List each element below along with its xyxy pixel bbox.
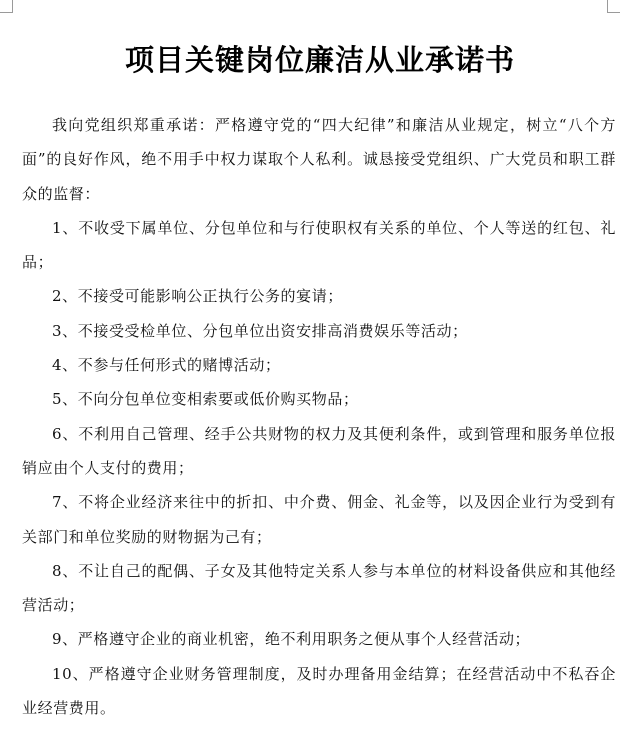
list-item-2: 2、不接受可能影响公正执行公务的宴请；: [52, 287, 343, 306]
list-item-9: 9、严格遵守企业的商业机密，绝不利用职务之便从事个人经营活动；: [52, 630, 531, 649]
document-body: [22, 108, 616, 725]
list-item-3: 3、不接受受检单位、分包单位出资安排高消费娱乐等活动；: [52, 321, 468, 340]
list-item-6: 6、不利用自己管理、经手公共财物的权力及其便利条件，或到管理和服务单位报销应由个人支付的费用；: [22, 424, 616, 477]
list-item-4: 4、不参与任何形式的赌博活动；: [52, 356, 281, 375]
document-title: 项目关键岗位廉洁从业承诺书: [124, 43, 515, 77]
list-item-1: 1、不收受下属单位、分包单位和与行使职权有关系的单位、个人等送的红包、礼品；: [22, 218, 616, 272]
crop-mark-top-right: [607, 0, 620, 13]
list-item-5: 5、不向分包单位变相索要或低价购买物品；: [52, 390, 359, 409]
intro-paragraph: 我向党组织郑重承诺：严格遵守党的“四大纪律”和廉洁从业规定，树立“八个方面”的良好作风，绝不用手中权力谋取个人私利。诚恳接受党组织、广大党员和职工群众的监督：: [22, 116, 616, 203]
crop-mark-top-left: [0, 0, 13, 13]
list-item-7: 7、不将企业经济来往中的折扣、中介费、佣金、礼金等，以及因企业行为受到有关部门和单位奖励的财物据为己有；: [22, 493, 616, 546]
list-item-8: 8、不让自己的配偶、子女及其他特定关系人参与本单位的材料设备供应和其他经营活动；: [22, 561, 616, 615]
list-item-10: 10、严格遵守企业财务管理制度，及时办理备用金结算；在经营活动中不私吞企业经营费用。: [22, 664, 616, 718]
